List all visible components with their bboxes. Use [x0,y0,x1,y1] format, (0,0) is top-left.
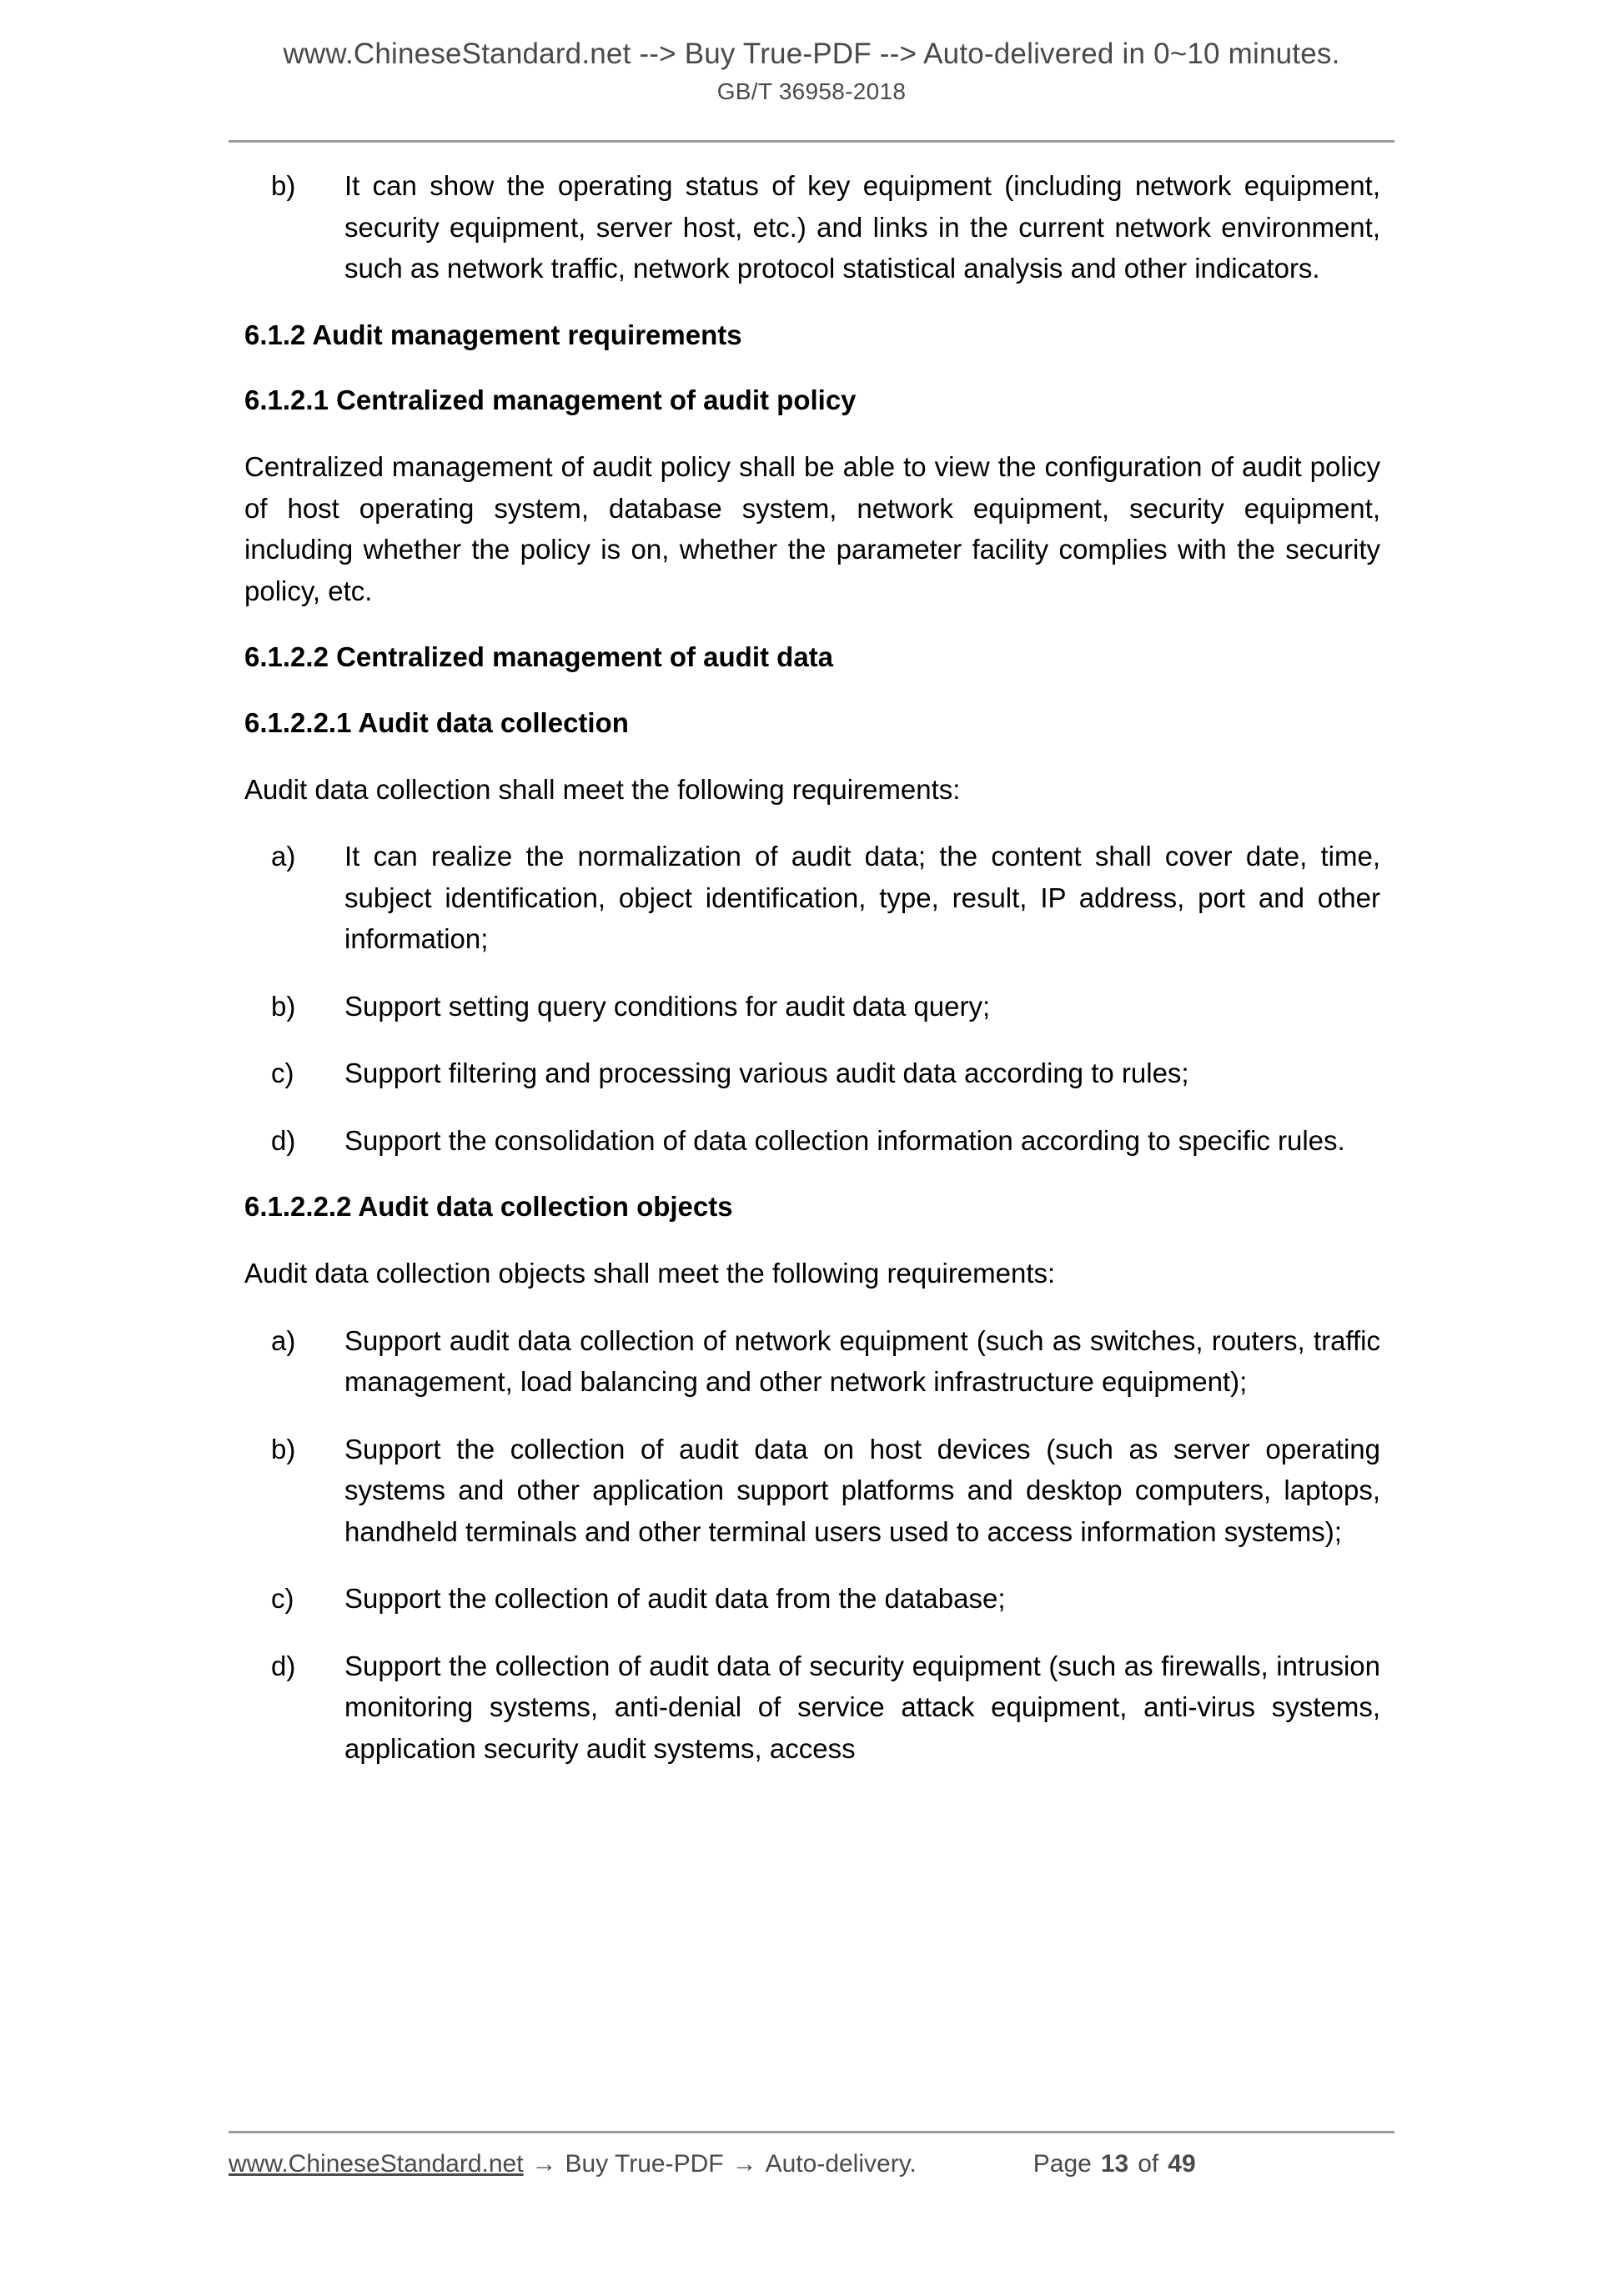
footer-buy-label: Buy True-PDF [565,2150,724,2178]
total-page-count: 49 [1168,2150,1196,2178]
page-label: Page [1033,2150,1092,2178]
list-item-text: Support audit data collection of network equipment (such as switches, routers, traffic management, load balancing and other network infrastructure equipment); [344,1324,1380,1398]
list-item-text: Support setting query conditions for audit data query; [344,990,991,1022]
list-marker: c) [271,1583,294,1615]
list-marker: b) [271,170,296,201]
footer-promo [229,2150,917,2178]
heading-6-1-2-2: 6.1.2.2 Centralized management of audit data [244,641,834,673]
page-footer [229,2150,1394,2178]
page-number-indicator [1033,2150,1196,2178]
list-item-text: Support the collection of audit data from the database; [344,1583,1006,1615]
heading-6-1-2: 6.1.2 Audit management requirements [244,319,742,350]
current-page-number: 13 [1100,2150,1129,2178]
list-continued-from-previous-page [244,165,1380,289]
header-promo-text: www.ChineseStandard.net --> Buy True-PDF --> Auto-delivered in 0~10 minutes. [283,38,1340,70]
paragraph-6-1-2-2-2-intro: Audit data collection objects shall meet the following requirements: [244,1258,1056,1289]
list-item [271,1645,1380,1770]
list-6-1-2-2-2 [244,1320,1380,1770]
list-item-text: Support filtering and processing various audit data according to rules; [344,1058,1189,1089]
list-item [271,165,1380,289]
footer-divider [229,2131,1394,2133]
list-item [271,986,1380,1027]
list-marker: d) [271,1650,296,1681]
list-marker: d) [271,1124,296,1156]
header-divider [229,140,1394,143]
of-label: of [1138,2150,1159,2178]
header-standard-number: GB/T 36958-2018 [716,78,907,105]
list-item-text: It can show the operating status of key equipment (including network equipment, security equipment, server host, etc.) and links in the current network environment, such as network traffic, network protocol statistical analysis and other indicators. [344,170,1380,284]
list-item [271,1120,1380,1162]
list-item [271,1429,1380,1553]
list-marker: c) [271,1058,294,1089]
list-item [271,1320,1380,1403]
list-item [271,836,1380,960]
page-header [0,0,1623,105]
document-body [244,165,1380,1795]
footer-delivery-label: Auto-delivery. [765,2150,917,2178]
list-marker: a) [271,1324,296,1356]
footer-site-link[interactable]: www.ChineseStandard.net [229,2150,524,2178]
list-item-text: Support the collection of audit data of security equipment (such as firewalls, intrusion monitoring systems, anti-denial of service attack equipment, anti-virus systems, application security audit systems, access [344,1650,1380,1764]
paragraph-6-1-2-2-1-intro: Audit data collection shall meet the following requirements: [244,773,961,805]
list-marker: a) [271,841,296,872]
list-item-text: It can realize the normalization of audit data; the content shall cover date, time, subject identification, object identification, type, result, IP address, port and other information; [344,841,1380,955]
list-marker: b) [271,990,296,1022]
arrow-right-icon: → [731,2150,757,2178]
arrow-right-icon: → [531,2150,557,2178]
heading-6-1-2-2-1: 6.1.2.2.1 Audit data collection [244,707,629,739]
list-item [271,1053,1380,1094]
list-item-text: Support the collection of audit data on host devices (such as server operating systems and other application support platforms and desktop computers, laptops, handheld terminals and other terminal users used to access information systems); [344,1433,1380,1547]
heading-6-1-2-1: 6.1.2.1 Centralized management of audit policy [244,384,857,416]
list-marker: b) [271,1433,296,1465]
paragraph-6-1-2-1: Centralized management of audit policy shall be able to view the configuration of audit policy of host operating system, database system, network equipment, security equipment, including whether the policy is on, whether the parameter facility complies with the security policy, etc. [244,451,1380,606]
heading-6-1-2-2-2: 6.1.2.2.2 Audit data collection objects [244,1191,733,1223]
list-item [271,1578,1380,1620]
list-6-1-2-2-1 [244,836,1380,1161]
list-item-text: Support the consolidation of data collection information according to specific rules. [344,1124,1345,1156]
